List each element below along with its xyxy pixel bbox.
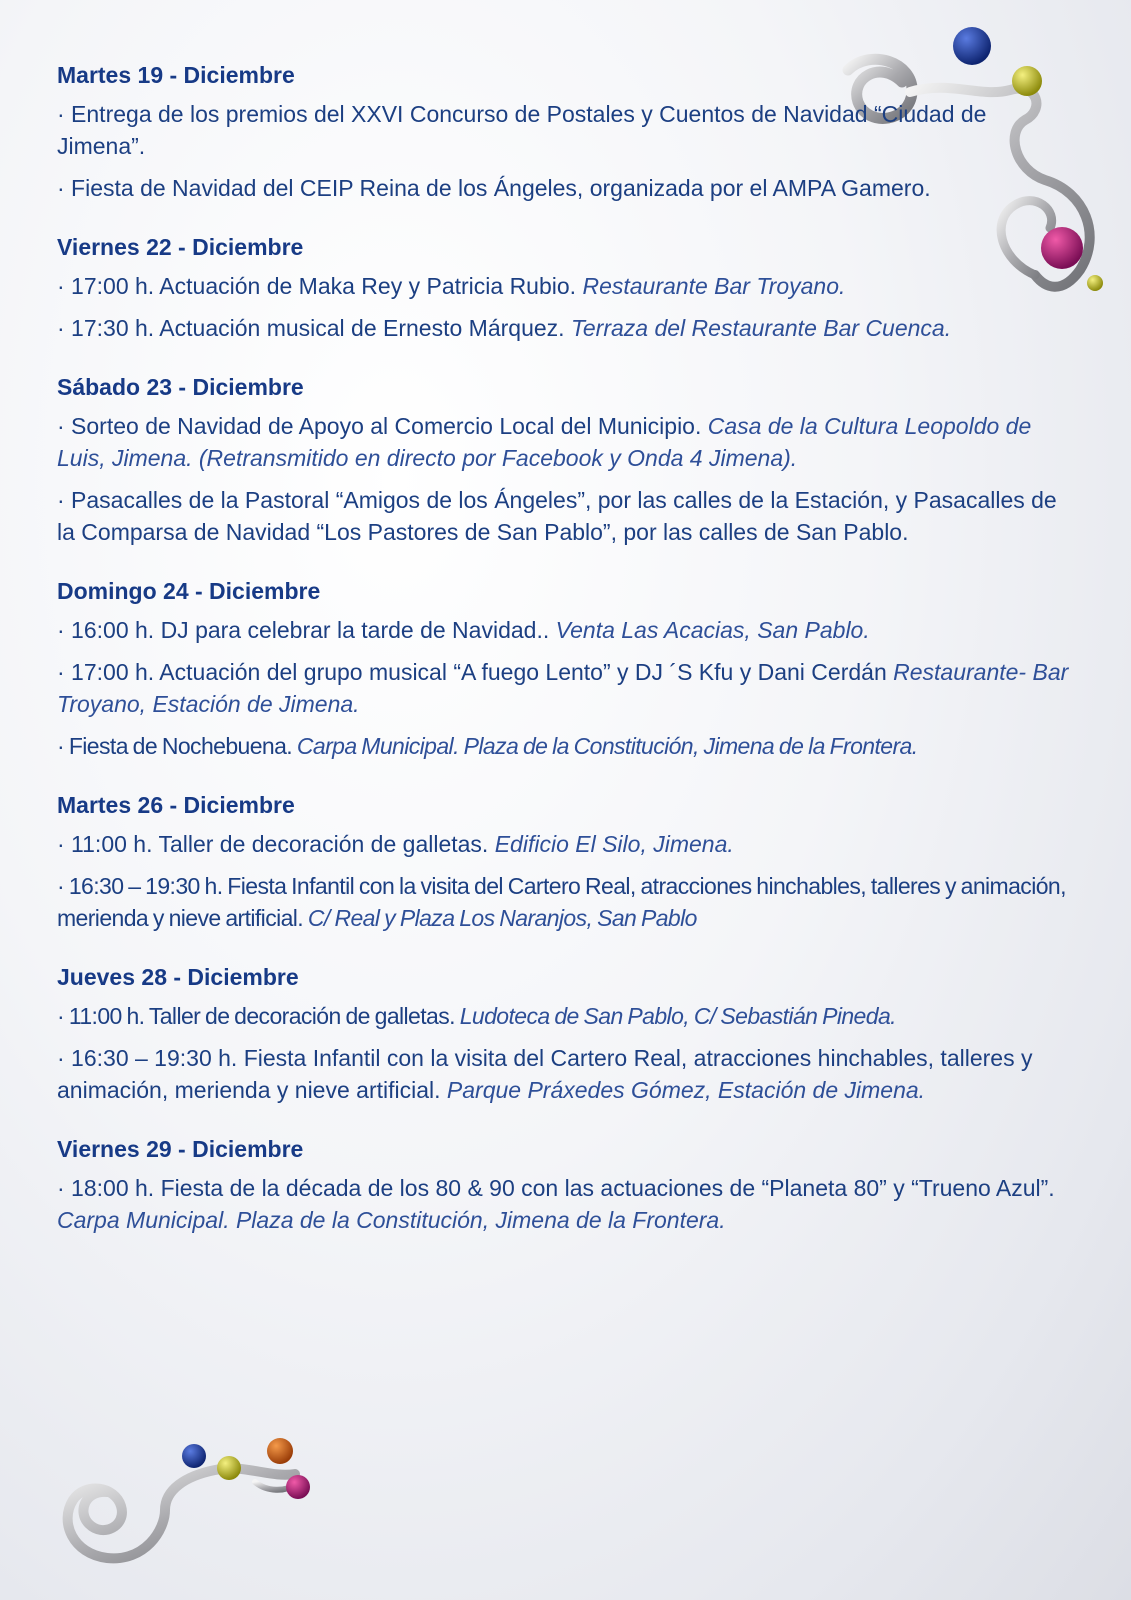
event-location: Parque Práxedes Gómez, Estación de Jimena.	[446, 1077, 926, 1103]
day-section	[57, 1132, 1077, 1236]
event-item	[57, 1042, 1077, 1106]
event-text: · 16:30 – 19:30 h. Fiesta Infantil con la visita del Cartero Real, atracciones hinchables, talleres y animación, merienda y nieve artificial.	[57, 1045, 1033, 1103]
decorative-swirl-bottom-icon	[55, 1430, 355, 1580]
event-text: · 18:00 h. Fiesta de la década de los 80 & 90 con las actuaciones de “Planeta 80” y “Trueno Azul”.	[57, 1175, 1055, 1201]
event-program	[57, 58, 1077, 1262]
day-section	[57, 370, 1077, 548]
event-text: · 11:00 h. Taller de decoración de galletas.	[57, 831, 489, 857]
event-text: · Fiesta de Navidad del CEIP Reina de los Ángeles, organizada por el AMPA Gamero.	[57, 175, 931, 201]
event-item	[57, 656, 1077, 720]
event-item	[57, 614, 1077, 646]
event-item	[57, 730, 1077, 762]
event-location: Ludoteca de San Pablo, C/ Sebastián Pineda.	[459, 1003, 896, 1029]
event-item	[57, 1172, 1077, 1236]
event-item	[57, 1000, 1077, 1032]
day-section	[57, 574, 1077, 762]
event-item	[57, 870, 1077, 934]
day-heading: Domingo 24 - Diciembre	[57, 578, 321, 604]
event-item	[57, 410, 1077, 474]
event-text: · 17:00 h. Actuación de Maka Rey y Patricia Rubio.	[57, 273, 577, 299]
event-location: Carpa Municipal. Plaza de la Constitución, Jimena de la Frontera.	[296, 733, 918, 759]
event-location: Restaurante- Bar Troyano, Estación de Jimena.	[57, 659, 1069, 717]
day-heading: Jueves 28 - Diciembre	[57, 964, 299, 990]
event-text: · 17:30 h. Actuación musical de Ernesto Márquez.	[57, 315, 565, 341]
event-text: · 16:00 h. DJ para celebrar la tarde de Navidad..	[57, 617, 550, 643]
day-section	[57, 788, 1077, 934]
event-item	[57, 828, 1077, 860]
event-text: · 11:00 h. Taller de decoración de galletas.	[57, 1003, 455, 1029]
day-heading: Sábado 23 - Diciembre	[57, 374, 304, 400]
day-heading: Martes 26 - Diciembre	[57, 792, 295, 818]
event-item	[57, 484, 1077, 548]
event-text: · 16:30 – 19:30 h. Fiesta Infantil con la visita del Cartero Real, atracciones hinchables, talleres y animación, merienda y nieve artificial.	[57, 873, 1066, 931]
day-section	[57, 230, 1077, 344]
event-text: · 17:00 h. Actuación del grupo musical “A fuego Lento” y DJ ´S Kfu y Dani Cerdán	[57, 659, 887, 685]
event-location: Casa de la Cultura Leopoldo de Luis, Jimena. (Retransmitido en directo por Facebook y Onda 4 Jimena).	[57, 413, 1032, 471]
day-section	[57, 58, 1077, 204]
event-location: Restaurante Bar Troyano.	[582, 273, 846, 299]
event-text: · Entrega de los premios del XXVI Concurso de Postales y Cuentos de Navidad “Ciudad de Jimena”.	[57, 101, 987, 159]
day-heading: Martes 19 - Diciembre	[57, 62, 295, 88]
event-location: Carpa Municipal. Plaza de la Constitución, Jimena de la Frontera.	[57, 1207, 726, 1233]
event-text: · Pasacalles de la Pastoral “Amigos de los Ángeles”, por las calles de la Estación, y Pasacalles de la Comparsa de Navidad “Los Pastores de San Pablo”, por las calles de San Pablo.	[57, 487, 1057, 545]
day-heading: Viernes 29 - Diciembre	[57, 1136, 304, 1162]
event-location: Venta Las Acacias, San Pablo.	[555, 617, 870, 643]
event-location: Terraza del Restaurante Bar Cuenca.	[570, 315, 952, 341]
event-text: · Sorteo de Navidad de Apoyo al Comercio Local del Municipio.	[57, 413, 702, 439]
event-item	[57, 312, 1077, 344]
event-text: · Fiesta de Nochebuena.	[57, 733, 293, 759]
day-section	[57, 960, 1077, 1106]
event-item	[57, 270, 1077, 302]
event-item	[57, 98, 1077, 162]
day-heading: Viernes 22 - Diciembre	[57, 234, 304, 260]
event-location: C/ Real y Plaza Los Naranjos, San Pablo	[307, 905, 697, 931]
event-item	[57, 172, 1077, 204]
event-location: Edificio El Silo, Jimena.	[494, 831, 734, 857]
